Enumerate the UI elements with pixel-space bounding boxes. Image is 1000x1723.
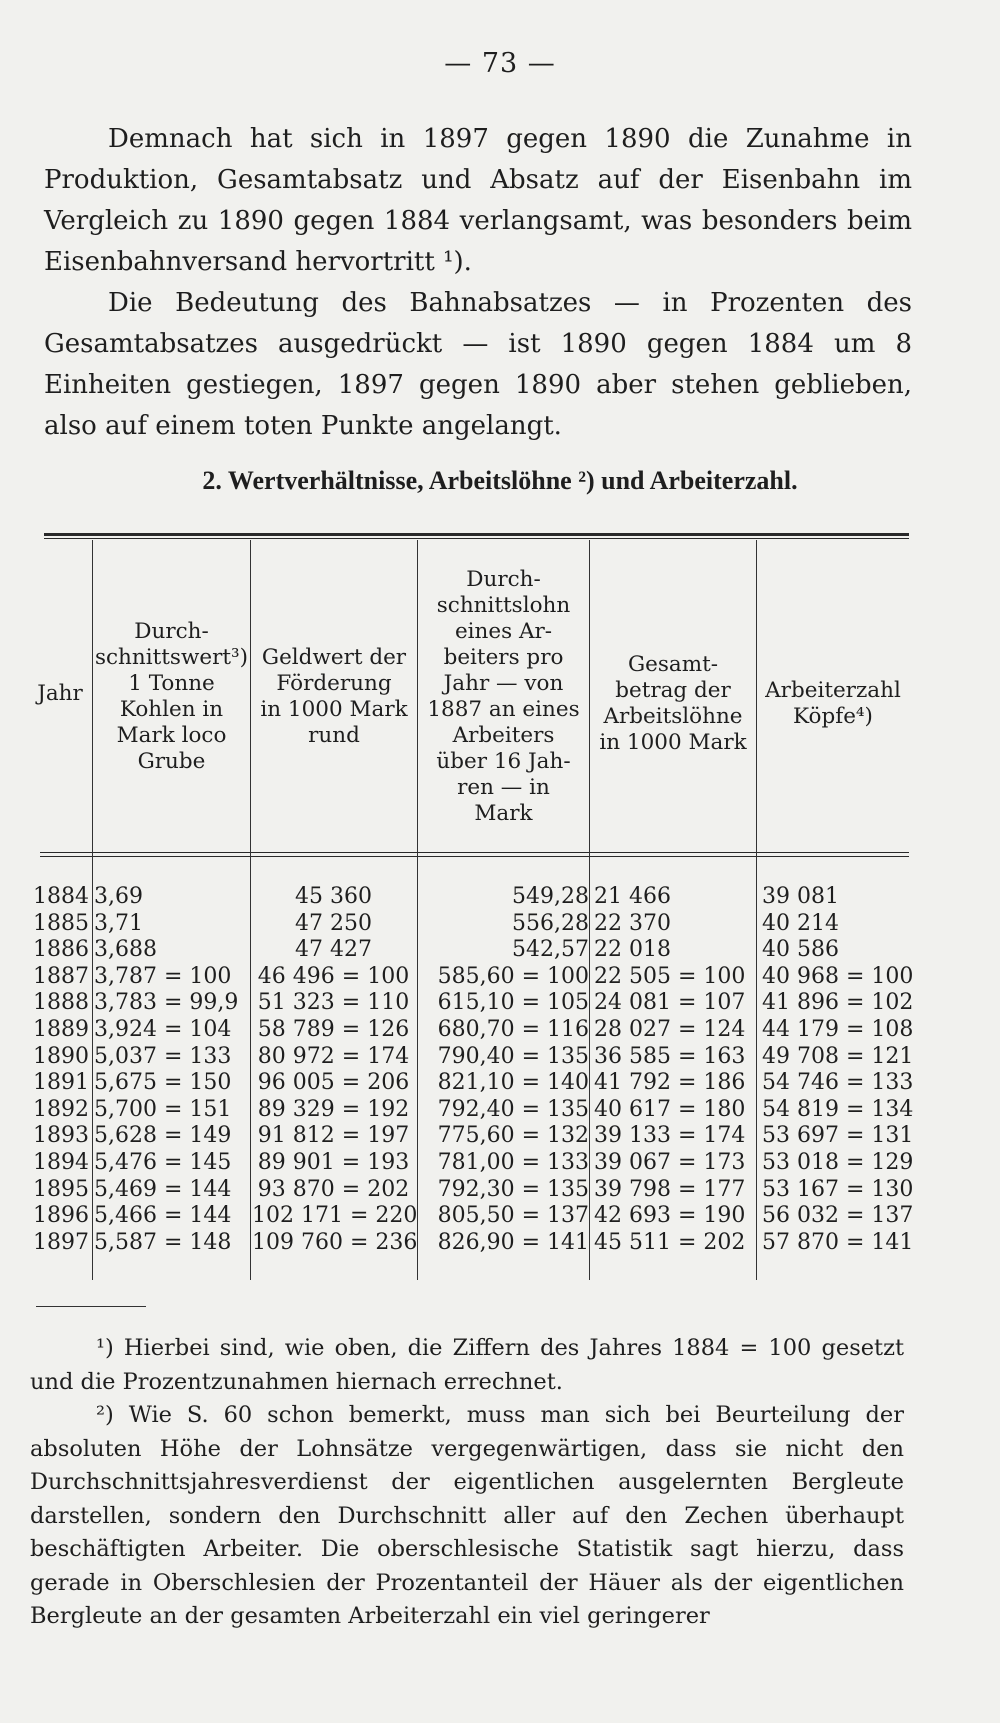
- table-cell-wert: 3,924 = 104: [94, 1016, 232, 1042]
- table-top-rule-thin: [44, 538, 909, 539]
- header-arbeiterzahl: Arbeiterzahl Köpfe⁴): [765, 678, 901, 729]
- table-cell-geldwert: 58 789 = 126: [257, 1016, 410, 1042]
- col-divider-5: [756, 540, 757, 1280]
- table-cell-zahl: 44 179 = 108: [762, 1016, 914, 1042]
- header-jahr: Jahr: [37, 681, 83, 706]
- section-heading: 2. Wertverhältnisse, Arbeitslöhne ²) und Arbeiterzahl.: [202, 466, 798, 495]
- table-cell-lohn: 792,30 = 135: [437, 1176, 589, 1202]
- table-cell-jahr: 1888: [33, 990, 89, 1016]
- table-cell-geldwert: 102 171 = 220: [252, 1203, 418, 1229]
- table-cell-gesamt: 39 798 = 177: [594, 1176, 746, 1202]
- table-cell-wert: 5,587 = 148: [94, 1229, 232, 1255]
- table-cell-jahr: 1893: [33, 1123, 89, 1149]
- page-number: — 73 —: [444, 48, 556, 79]
- header-durchschnittswert: Durch- schnittswert³) 1 Tonne Kohlen in Mark loco Grube: [94, 619, 248, 774]
- table-cell-geldwert: 93 870 = 202: [257, 1176, 410, 1202]
- table-cell-zahl: 56 032 = 137: [762, 1203, 914, 1229]
- header-geldwert: Geldwert der Förderung in 1000 Mark rund: [260, 645, 408, 748]
- table-cell-jahr: 1897: [33, 1229, 89, 1255]
- table-cell-wert: 5,466 = 144: [94, 1203, 232, 1229]
- header-bottom-rule-2: [40, 856, 909, 857]
- table-top-rule: [44, 533, 909, 536]
- table-cell-zahl: 40 586: [762, 937, 839, 963]
- column-geldwert: [252, 884, 418, 1256]
- paragraph-2: Die Bedeutung des Bahnabsatzes — in Prozenten des Gesamtabsatzes ausgedrückt — ist 1890 gegen 1884 um 8 Einheiten gestiegen, 1897 gegen 1890 aber stehen geblieben, also auf einem toten Punkte angelangt.: [44, 288, 912, 441]
- table-cell-jahr: 1896: [33, 1203, 89, 1229]
- table-cell-lohn: 826,90 = 141: [437, 1229, 589, 1255]
- table-cell-jahr: 1891: [33, 1070, 89, 1096]
- table-cell-gesamt: 24 081 = 107: [594, 990, 746, 1016]
- table-cell-jahr: 1889: [33, 1016, 89, 1042]
- table-cell-jahr: 1884: [33, 884, 89, 909]
- table-cell-geldwert: 80 972 = 174: [257, 1043, 410, 1069]
- table-cell-zahl: 41 896 = 102: [762, 990, 914, 1016]
- table-cell-wert: 5,476 = 145: [94, 1149, 232, 1175]
- table-cell-wert: 5,700 = 151: [94, 1096, 232, 1122]
- header-lohn: Durch- schnittslohn eines Ar- beiters pro Jahr — von 1887 an eines Arbeiters über 16 Jah- ren — in Mark: [427, 567, 580, 826]
- table-cell-gesamt: 39 133 = 174: [594, 1123, 746, 1149]
- table-cell-geldwert: 91 812 = 197: [257, 1123, 410, 1149]
- table-cell-lohn: 542,57: [512, 937, 589, 963]
- table-cell-gesamt: 45 511 = 202: [594, 1229, 746, 1255]
- table-cell-gesamt: 22 505 = 100: [594, 963, 746, 989]
- table-cell-wert: 3,71: [94, 910, 143, 936]
- column-arbeiterzahl: [762, 884, 914, 1256]
- table-cell-jahr: 1890: [33, 1043, 89, 1069]
- table-cell-wert: 3,783 = 99,9: [94, 990, 239, 1016]
- table-cell-wert: 5,675 = 150: [94, 1070, 232, 1096]
- table-cell-lohn: 805,50 = 137: [437, 1203, 589, 1229]
- table-cell-zahl: 54 746 = 133: [762, 1070, 914, 1096]
- table-cell-zahl: 53 018 = 129: [762, 1149, 914, 1175]
- table-cell-wert: 3,787 = 100: [94, 963, 232, 989]
- table-cell-wert: 3,69: [94, 884, 143, 909]
- table-cell-lohn: 781,00 = 133: [437, 1149, 589, 1175]
- table-cell-lohn: 549,28: [512, 884, 589, 909]
- table-cell-lohn: 615,10 = 105: [437, 990, 589, 1016]
- table-cell-lohn: 790,40 = 135: [437, 1043, 589, 1069]
- table-cell-gesamt: 22 370: [594, 910, 671, 936]
- table-cell-geldwert: 89 901 = 193: [257, 1149, 410, 1175]
- table-cell-lohn: 792,40 = 135: [437, 1096, 589, 1122]
- column-durchschnittswert: [94, 884, 244, 1256]
- column-lohn: [419, 884, 589, 1256]
- table-cell-zahl: 54 819 = 134: [762, 1096, 914, 1122]
- table-cell-geldwert: 47 427: [295, 937, 372, 963]
- table-cell-lohn: 821,10 = 140: [437, 1070, 589, 1096]
- table-cell-geldwert: 96 005 = 206: [257, 1070, 410, 1096]
- table-cell-jahr: 1892: [33, 1096, 89, 1122]
- table-cell-zahl: 49 708 = 121: [762, 1043, 914, 1069]
- table-cell-zahl: 53 697 = 131: [762, 1123, 914, 1149]
- table-cell-jahr: 1894: [33, 1149, 89, 1175]
- footnote-1: ¹) Hierbei sind, wie oben, die Ziffern des Jahres 1884 = 100 gesetzt und die Prozentzunahmen hiernach errechnet.: [30, 1335, 904, 1395]
- table-cell-zahl: 53 167 = 130: [762, 1176, 914, 1202]
- table-cell-wert: 3,688: [94, 937, 157, 963]
- table-cell-geldwert: 51 323 = 110: [257, 990, 410, 1016]
- table-cell-geldwert: 45 360: [295, 884, 372, 909]
- table-cell-zahl: 39 081: [762, 884, 839, 909]
- header-gesamtbetrag: Gesamt- betrag der Arbeitslöhne in 1000 Mark: [599, 652, 747, 755]
- table-cell-jahr: 1895: [33, 1176, 89, 1202]
- header-bottom-rule: [40, 852, 909, 853]
- table-cell-gesamt: 28 027 = 124: [594, 1016, 746, 1042]
- table-cell-gesamt: 42 693 = 190: [594, 1203, 746, 1229]
- table-cell-gesamt: 40 617 = 180: [594, 1096, 746, 1122]
- table-cell-gesamt: 22 018: [594, 937, 671, 963]
- column-jahr: [33, 884, 89, 1256]
- table-cell-geldwert: 47 250: [295, 910, 372, 936]
- table-cell-wert: 5,469 = 144: [94, 1176, 232, 1202]
- table-cell-zahl: 40 968 = 100: [762, 963, 914, 989]
- paragraph-1: Demnach hat sich in 1897 gegen 1890 die Zunahme in Produktion, Gesamtabsatz und Absatz auf der Eisenbahn im Vergleich zu 1890 gegen 1884 verlangsamt, was besonders beim Eisenbahnversand hervortritt ¹).: [44, 124, 912, 277]
- table-cell-wert: 5,628 = 149: [94, 1123, 232, 1149]
- table-cell-jahr: 1886: [33, 937, 89, 963]
- col-divider-4: [589, 540, 590, 1280]
- table-cell-geldwert: 46 496 = 100: [257, 963, 410, 989]
- table-cell-zahl: 57 870 = 141: [762, 1229, 914, 1255]
- table-cell-jahr: 1887: [33, 963, 89, 989]
- table-cell-gesamt: 41 792 = 186: [594, 1070, 746, 1096]
- table-cell-lohn: 680,70 = 116: [437, 1016, 589, 1042]
- column-gesamtbetrag: [594, 884, 754, 1256]
- table-cell-geldwert: 89 329 = 192: [257, 1096, 410, 1122]
- footnote-2: ²) Wie S. 60 schon bemerkt, muss man sich bei Beurteilung der absoluten Höhe der Lohnsätze vergegenwärtigen, dass sie nicht den Durchschnittsjahresverdienst der eigentlichen ausgelernten Bergleute darstellen, sondern den Durchschnitt aller auf den Zechen überhaupt beschäftigten Arbeiter. Die oberschlesische Statistik sagt hierzu, dass gerade in Oberschlesien der Prozentanteil der Häuer als der eigentlichen Bergleute an der gesamten Arbeiterzahl ein viel geringerer: [30, 1402, 904, 1629]
- table-cell-gesamt: 21 466: [594, 884, 671, 909]
- table-cell-lohn: 556,28: [512, 910, 589, 936]
- table-cell-lohn: 775,60 = 132: [437, 1123, 589, 1149]
- table-cell-lohn: 585,60 = 100: [437, 963, 589, 989]
- footnote-rule: [36, 1306, 146, 1307]
- table-cell-gesamt: 39 067 = 173: [594, 1149, 746, 1175]
- table-cell-geldwert: 109 760 = 236: [252, 1229, 418, 1255]
- table-cell-wert: 5,037 = 133: [94, 1043, 232, 1069]
- table-cell-jahr: 1885: [33, 910, 89, 936]
- table-cell-zahl: 40 214: [762, 910, 839, 936]
- table-cell-gesamt: 36 585 = 163: [594, 1043, 746, 1069]
